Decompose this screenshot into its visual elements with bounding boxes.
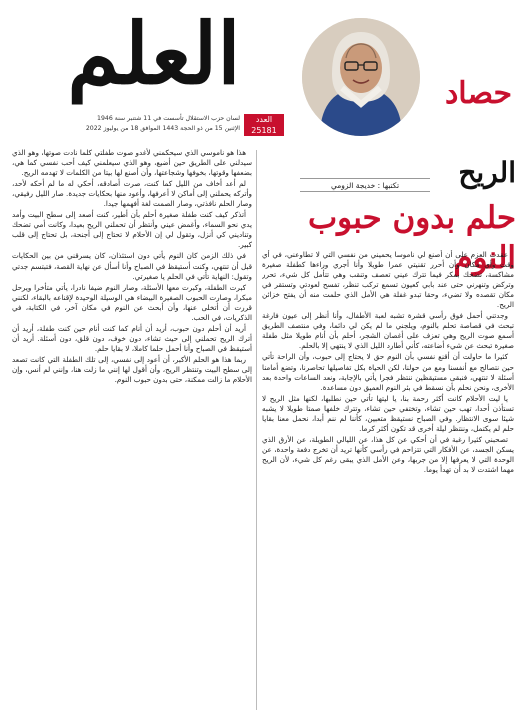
paragraph: كبرت الطفلة، وكبرت معها الأسئلة، وصار النوم ضيفا نادرا، يأتي متأخرا ويرحل مبكرا، وصارت الحبوب الصغيرة البيضاء هي الوسيلة الوحيدة لإقناعه بالبقاء، لكنني قررت أن أتخلى عنها، وأن أبحث عن النوم في مكان آخر، في الكتابة، في الذكريات، في الحب. xyxy=(12,282,252,322)
author-photo xyxy=(302,18,420,136)
issue-meta-line: لسان حزب الاستقلال تأسست في 11 شتنبر سنة 1946 xyxy=(97,115,240,122)
paragraph: ربما هذا هو الحلم الأكبر، أن أعود إلى نفسي، إلى تلك الطفلة التي كانت تصعد إلى سطح البيت وتنتظر الريح، وأن أقول لها إنني ما زلت هنا، وإنني لم أنس، وإن الأحلام ما زالت ممكنة، حتى بدون حبوب النوم. xyxy=(12,354,252,385)
masthead xyxy=(14,4,284,142)
paragraph: يا ليت الأحلام كانت أكثر رحمة بنا، يا ليتها تأتي حين نطلبها، لكنها مثل الريح لا تستأذن أحدا، تهب حين تشاء، وتختفي حين تشاء، وتترك خلفها صمتا طويلا لا يشبه شيئا سوى الانتظار. وفي الصباح نستيقظ متعبين، كأننا لم ننم أبدا، نحمل معنا بقايا حلم لم يكتمل، وننتظر ليلة أخرى قد تكون أكثر كرما. xyxy=(262,393,514,433)
article-headline: حلم بدون حبوب النوم xyxy=(308,200,516,276)
paragraph: كثيرا ما حاولت أن أقنع نفسي بأن النوم حق لا يحتاج إلى حبوب، وأن الراحة تأتي حين نتصالح مع أنفسنا ومع من حولنا، لكن الحياة بكل تفاصيلها تحاصرنا، وتضع أمامنا أسئلة لا تنتهي، فنبقى مستيقظين ننتظر فجرا يأتي بالإجابة، ونعد الساعات واحدة بعد الأخرى، ونحن نحلم بأن نسقط في بئر النوم العميق دون مساعدة. xyxy=(262,352,514,392)
issue-meta xyxy=(14,114,240,134)
paragraph: في ذلك الزمن كان النوم يأتي دون استئذان، كان يسرقني من بين الحكايات قبل أن تنتهي، وكنت أستيقظ في الصباح وأنا أسأل عن نهاية القصة، فتبتسم جدتي وتقول: النهاية تأتي في الحلم يا صغيرتي. xyxy=(12,251,252,281)
issue-bar xyxy=(14,114,284,140)
logo-text: العلم xyxy=(67,4,241,103)
author-portrait-illustration xyxy=(302,18,420,136)
paragraph: عقدت العزم على أن أصنع لي ناموسا يحميني من نفسي التي لا تطاوعني، في أي وقت وأي مكان وأن أحرر تقنيتي عمرا طويلا وأنا أجري وراءها كطفلة صغيرة مشاكسة، تضحك بمكر فيما تترك عيني تعصف وتنقب وهي تتأمل كل شيء، تحرر وتركض وتنهرني حتى عند بابي كعيون تسمع تركب تنظر، تفسح لعودتي وتستقر في مكان تقصده ولا تضيء، وحقا تبدو غفلة هي الأمل الذي حلمت منه أن يفتح خزائن الريح. xyxy=(262,250,514,310)
paragraph: هذا هو ناموسي الذي سيحكمني لأغدو صوت طفلتي كلما نادت صوتها، وهو الذي سيدلني على الطريق حين أضيع، وهو الذي سيعلمني كيف أحب نفسي كما هي، بضعفها وقوتها، بخوفها وشجاعتها، وأن أصنع لها بيتا من الكلمات لا تهدمه الريح. xyxy=(12,148,252,178)
paragraph: أتذكر كيف كنت طفلة صغيرة أحلم بأن أطير، كنت أصعد إلى سطح البيت وأمد يدي نحو السماء، وأغمض عيني وأنتظر أن تحملني الريح بعيدا، وكانت أمي تضحك وتناديني كي أنزل، وتقول لي إن الأحلام لا تحتاج إلى أجنحة، بل تحتاج إلى قلب كبير. xyxy=(12,210,252,250)
paragraph: وجدتني أحمل فوق رأسي قشرة تشبه لعبة الأطفال، وأنا أنظر إلى عيون فارغة تبحث في قصاصة تحلم بالنوم، ويلجني ما لم يكن لي دائما، وفي منتصف الطريق أسمع صوت الريح وهي تعزف على أغصان الشجر، أحلم بأن أنام طويلا مثل طفلة صغيرة تبحث عن شيء أضاعته، كأني أطارد الليل الذي لا ينتهي إلا بالحلم. xyxy=(262,311,514,351)
paragraph: تصحبني كثيرا رغبة في أن أحكي عن كل هذا، عن الليالي الطويلة، عن الأرق الذي يسكن الجسد، عن الأفكار التي تتزاحم في رأسي كأنها تريد أن تخرج دفعة واحدة، عن الوحدة التي لا يعرفها إلا من جربها، وعن الأمل الذي يبقى رغم كل شيء، لأن الريح مهما اشتدت لا بد أن تهدأ يوما. xyxy=(262,434,514,474)
paragraph: أريد أن أحلم دون حبوب، أريد أن أنام كما كنت أنام حين كنت طفلة، أريد أن أترك الريح تحملني إلى حيث تشاء، دون خوف، دون قلق، دون أسئلة. أريد أن أستيقظ في الصباح وأنا أحمل حلما كاملا، لا بقايا حلم. xyxy=(12,323,252,353)
article-body-right xyxy=(262,250,514,714)
article-kicker: الريح xyxy=(458,156,516,189)
author-byline: تكتبها : خديجة الزومي xyxy=(300,178,430,192)
paragraph: لم أعد أخاف من الليل كما كنت، صرت أصادقه، أحكي له ما لم أحكه لأحد، وأتركه يحملني إلى أماكن لا أعرفها، وأعود منها بحكايات جديدة. صار الليل رفيقي، وصار الحلم نافذتي، وصار الصمت لغة أفهمها جيدا. xyxy=(12,179,252,209)
headline-block xyxy=(262,156,516,276)
column-divider xyxy=(256,150,257,710)
issue-meta-line: الإثنين 15 من ذو الحجة 1443 الموافق 18 من يوليوز 2022 xyxy=(85,125,240,132)
issue-number-badge: العدد 25181 xyxy=(244,114,284,136)
newspaper-logo xyxy=(24,4,280,110)
column-name: حصاد xyxy=(444,76,512,111)
article-body-left xyxy=(12,148,252,714)
